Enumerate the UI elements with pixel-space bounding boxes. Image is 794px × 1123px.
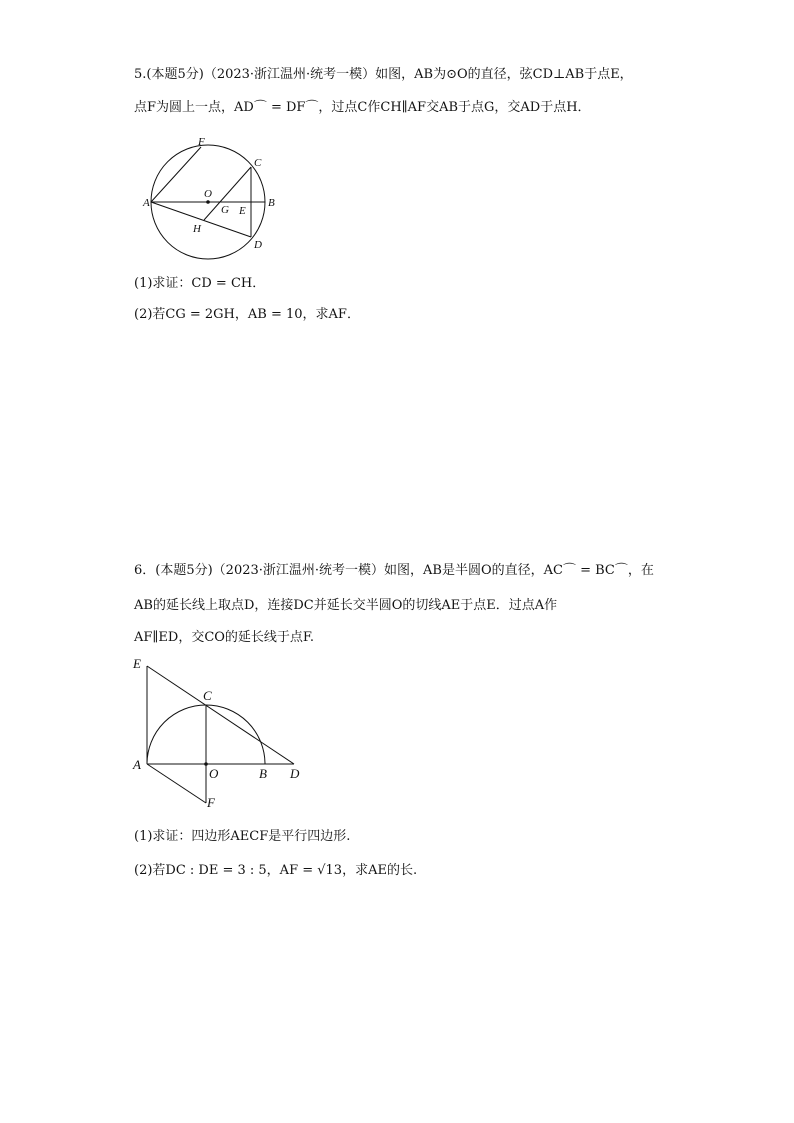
q6-line-2: AB的延长线上取点D，连接DC并延长交半圆O的切线AE于点E．过点A作 [134, 598, 558, 613]
q5-chord-AD [151, 202, 251, 237]
q5-segment-CH [204, 167, 251, 220]
q6-line-1: 6．(本题5分)（2023·浙江温州·统考一模）如图，AB是半圆O的直径，AC⌒ = BC⌒，在 [134, 563, 654, 578]
q5-part-2: (2)若CG = 2GH，AB = 10，求AF． [134, 307, 360, 322]
q6-label-D: D [290, 766, 300, 781]
q6-label-E: E [133, 656, 141, 671]
q6-part-2: (2)若DC : DE = 3 : 5，AF = √13，求AE的长. [134, 863, 418, 878]
q5-label-A: A [143, 197, 150, 209]
q6-part-1: (1)求证：四边形AECF是平行四边形. [134, 829, 351, 844]
q5-label-O: O [204, 188, 212, 200]
q5-label-D: D [254, 239, 262, 251]
q5-label-G: G [221, 204, 229, 216]
q6-center-point [204, 762, 208, 766]
q5-label-C: C [254, 157, 262, 169]
q6-line-ED [147, 666, 294, 764]
q5-part-1: (1)求证：CD = CH． [134, 276, 266, 291]
q5-label-B: B [268, 197, 275, 209]
q5-chord-AF [151, 147, 201, 202]
q5-center-point [206, 200, 210, 204]
q5-circle-O [151, 145, 265, 259]
q5-label-H: H [193, 223, 201, 235]
q6-label-B: B [259, 766, 267, 781]
q6-semicircle-O [147, 705, 265, 764]
q6-label-F: F [207, 795, 215, 810]
q5-line-1: 5.(本题5分)（2023·浙江温州·统考一模）如图，AB为⊙O的直径，弦CD⊥AB于点E， [134, 67, 633, 82]
q5-label-F: F [198, 136, 205, 148]
q6-semicircle-figure [147, 666, 294, 803]
q5-label-E: E [239, 205, 246, 217]
q6-label-A: A [133, 757, 141, 772]
q5-line-2: 点F为圆上一点，AD⌒ = DF⌒，过点C作CH∥AF交AB于点G，交AD于点H． [134, 100, 591, 115]
q6-line-AF [147, 764, 206, 803]
q6-line-3: AF∥ED，交CO的延长线于点F. [134, 630, 315, 645]
q6-label-O: O [209, 766, 219, 781]
q6-label-C: C [203, 688, 212, 703]
